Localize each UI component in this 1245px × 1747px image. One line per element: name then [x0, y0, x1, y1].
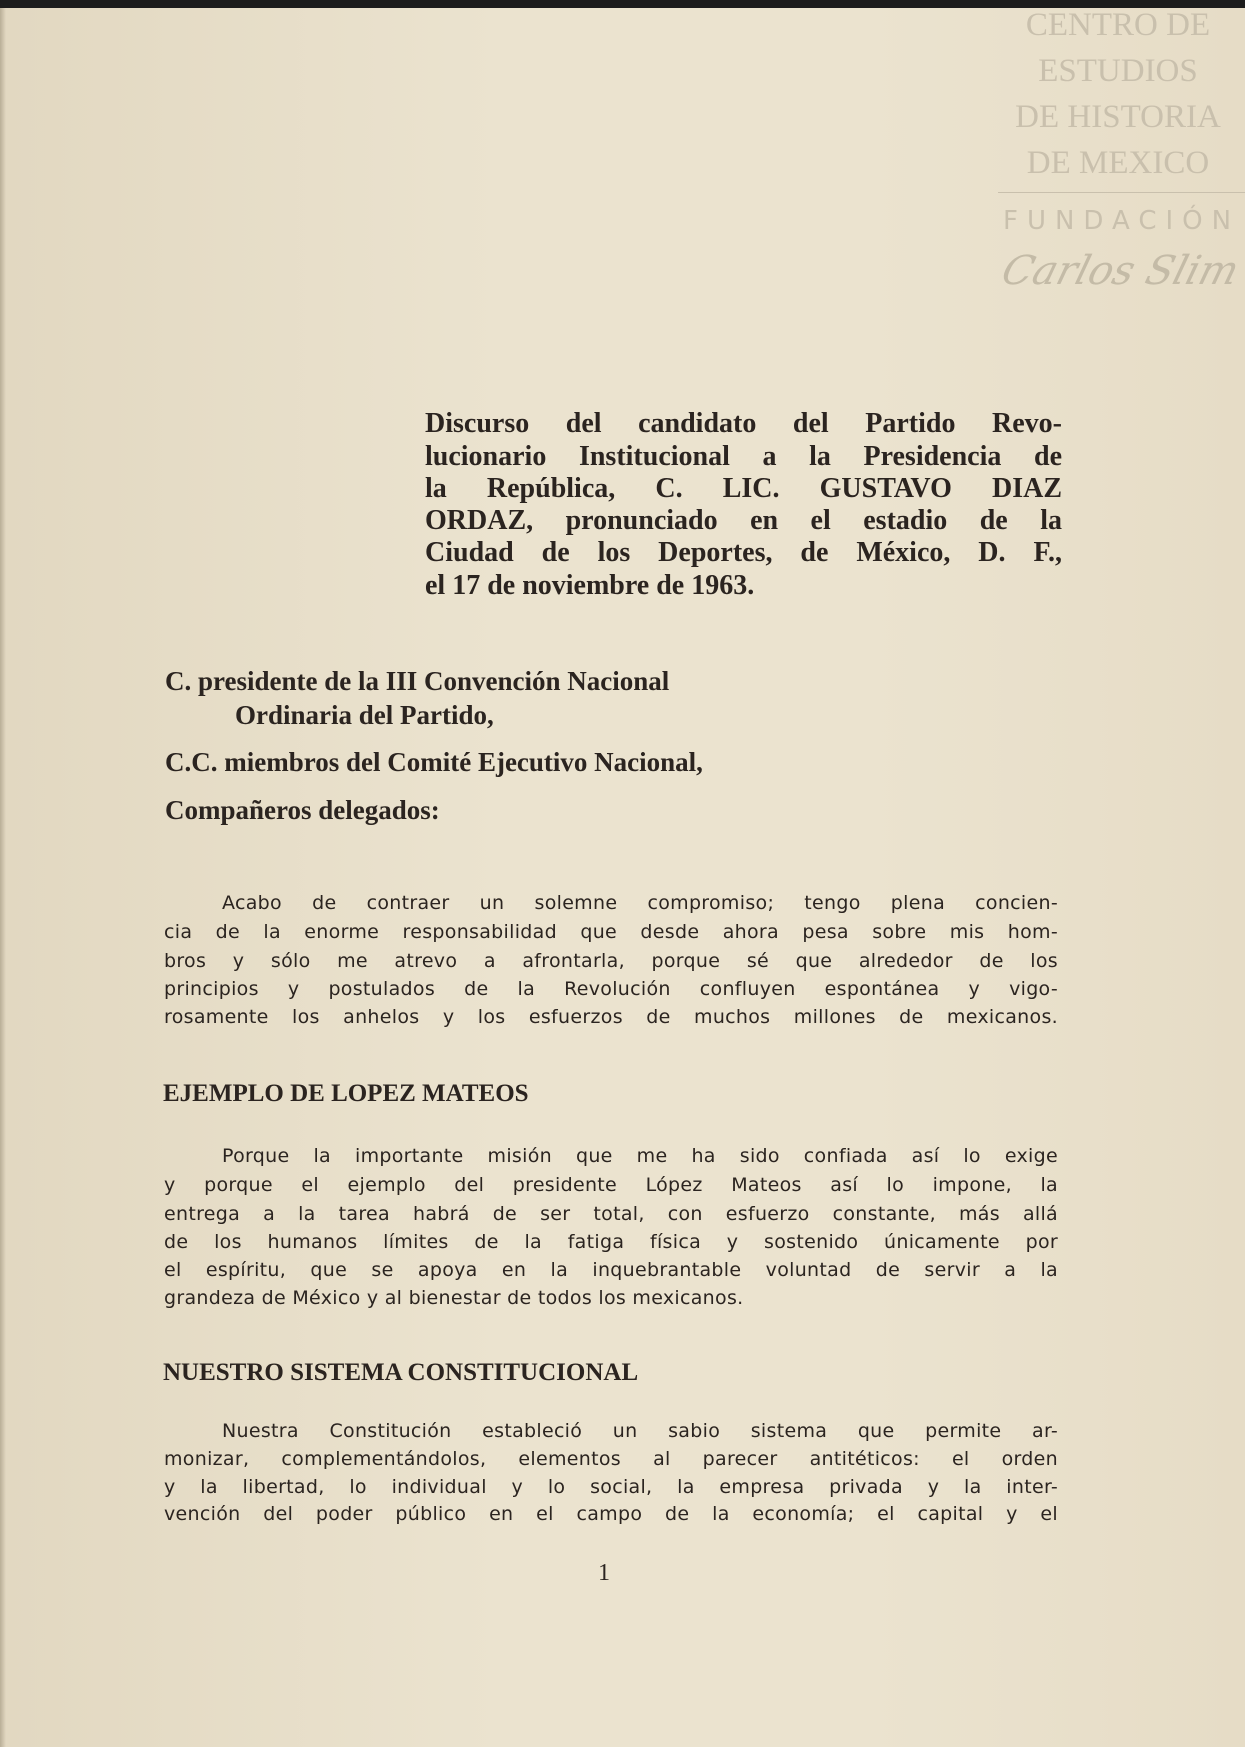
header-line: Discurso del candidato del Partido Revo- — [425, 408, 1062, 439]
section-heading: EJEMPLO DE LOPEZ MATEOS — [163, 1080, 529, 1107]
text-line: principios y postulados de la Revolución confluyen espontánea y vigo- — [164, 978, 1058, 1000]
salutation-line: C.C. miembros del Comité Ejecutivo Nacional, — [165, 747, 703, 777]
text-line: de los humanos límites de la fatiga física y sostenido únicamente por — [164, 1231, 1058, 1253]
text-line: el espíritu, que se apoya en la inquebrantable voluntad de servir a la — [164, 1259, 1058, 1281]
text-line: cia de la enorme responsabilidad que desde ahora pesa sobre mis hom- — [164, 921, 1058, 943]
text-line: y porque el ejemplo del presidente López Mateos así lo impone, la — [164, 1174, 1058, 1196]
salutation-line: Ordinaria del Partido, — [235, 700, 494, 730]
salutation-line: C. presidente de la III Convención Nacional — [165, 666, 670, 696]
header-line: el 17 de noviembre de 1963. — [425, 570, 755, 601]
text-line: monizar, complementándolos, elementos al parecer antitéticos: el orden — [164, 1448, 1058, 1470]
watermark-divider — [998, 192, 1245, 193]
watermark-line: ESTUDIOS — [1038, 53, 1198, 89]
watermark-line: CENTRO DE — [1025, 7, 1211, 43]
text-line: bros y sólo me atrevo a afrontarla, porque sé que alrededor de los — [164, 950, 1058, 972]
header-line: Ciudad de los Deportes, de México, D. F., — [425, 537, 1062, 568]
watermark-line: DE MEXICO — [1026, 145, 1210, 181]
text-line: Porque la importante misión que me ha sido confiada así lo exige — [222, 1145, 1058, 1167]
section-heading: NUESTRO SISTEMA CONSTITUCIONAL — [163, 1359, 639, 1386]
header-line: ORDAZ, pronunciado en el estadio de la — [425, 505, 1062, 536]
header-line: lucionario Institucional a la Presidencia de — [425, 441, 1062, 472]
text-line: vención del poder público en el campo de la economía; el capital y el — [164, 1503, 1058, 1525]
page-number: 1 — [598, 1560, 610, 1586]
text-line: Nuestra Constitución estableció un sabio sistema que permite ar- — [222, 1420, 1058, 1442]
text-line: y la libertad, lo individual y lo social, la empresa privada y la inter- — [164, 1476, 1058, 1498]
text-line: rosamente los anhelos y los esfuerzos de muchos millones de mexicanos. — [164, 1006, 1058, 1028]
text-line: entrega a la tarea habrá de ser total, con esfuerzo constante, más allá — [164, 1203, 1058, 1225]
salutation-line: Compañeros delegados: — [165, 795, 440, 825]
header-line: la República, C. LIC. GUSTAVO DIAZ — [425, 473, 1062, 504]
text-line: grandeza de México y al bienestar de todos los mexicanos. — [164, 1287, 744, 1309]
watermark-fundacion: FUNDACIÓN — [1003, 206, 1241, 236]
watermark-signature: Carlos Slim — [996, 248, 1244, 294]
watermark-line: DE HISTORIA — [1015, 99, 1221, 135]
text-line: Acabo de contraer un solemne compromiso; tengo plena concien- — [222, 892, 1058, 914]
